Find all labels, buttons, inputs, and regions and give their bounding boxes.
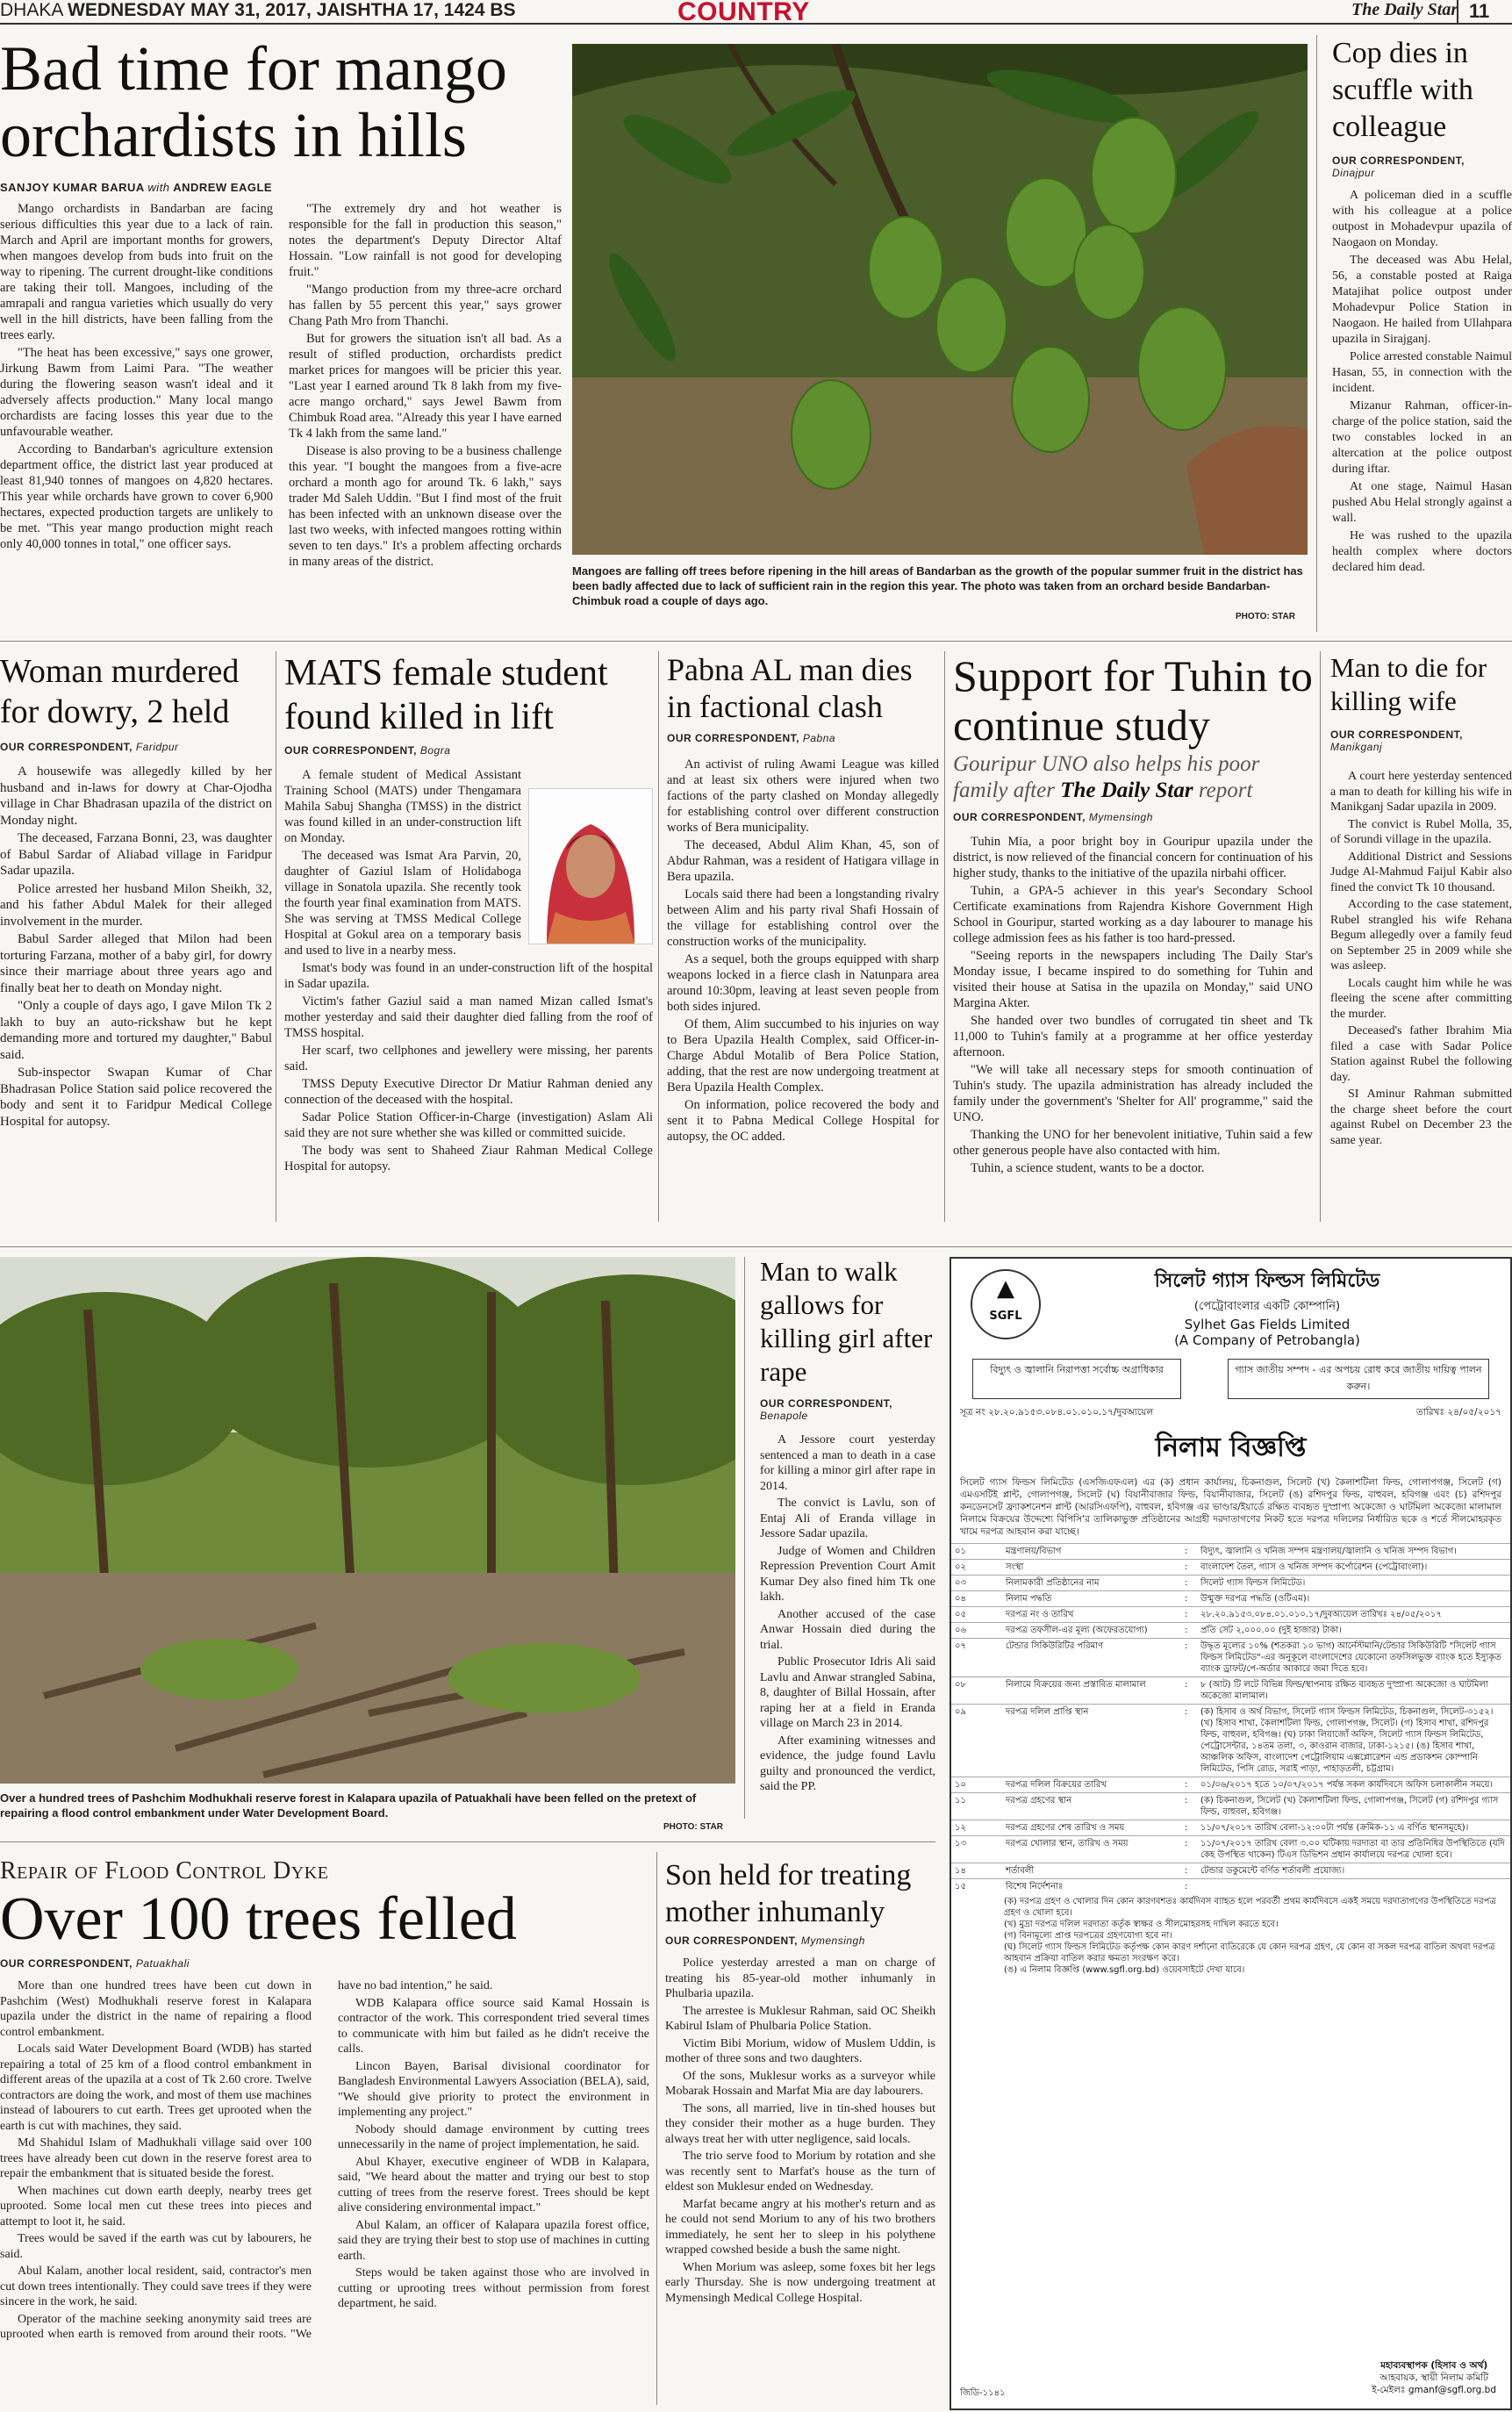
mango-caption: Mangoes are falling off trees before ripening in the hill areas of Bandarban as the growth of the popular summer fruit in the district has been badly affected due to lack of sufficient rain in the region this year. The photo was taken from an orchard beside Bandarban-Chimbuk road a couple of days ago. <box>572 564 1303 607</box>
section-rule <box>0 1841 935 1842</box>
pabna-body: An activist of ruling Awami League was killed and at least six others were injured when two factions of the party clashed on Monday allegedly for establishing control over different construction works of Bera municipality. The deceased, Abdul Alim Khan, 45, son of Abdur Rahman, was a resident of Hatigara village in Bera upazila. Locals said there had been a longstanding rivalry between Alim and his party rival Shafi Hossain of the village for establishing control over the construction works of the municipality. As a sequel, both the groups equipped with sharp weapons locked in a fierce clash in Natunpara area around 10:30pm, leaving at least seven people from both sides injured. Of them, Alim succumbed to his injuries on way to Bera Upazila Health Complex, said Officer-in-Charge Abdul Motalib of Bera Police Station, adding, that the rest are now undergoing treatment at Bera Upazila Health Complex. On information, police recovered the body and sent it to Pabna Medical College Hospital for autopsy, the OC added. <box>667 757 939 1144</box>
mango-story <box>0 35 562 647</box>
gallows-story <box>760 1255 935 1797</box>
ad-signature: মহাব্যবস্থাপক (হিসাব ও অর্থ) আহবায়ক, স্থায়ী নিলাম কমিটি ই-মেইলঃ gmanf@sgfl.org.bd <box>1372 2360 1496 2395</box>
mango-headline: Bad time for mango orchardists in hills <box>0 33 507 170</box>
gallows-body: A Jessore court yesterday sentenced a man to death in a case for killing a minor girl after rape in 2014. The convict is Lavlu, son of Entaj Ali of Eranda village in Jessore Sadar upazila. Judge of Women and Children Repression Prevention Court Amit Kumar Dey also fined him Tk one lakh. Another accused of the case Anwar Hossain died during the trial. Public Prosecutor Idris Ali said Lavlu and Anwar strangled Sabina, 8, daughter of Billal Hossain, after raping her at a field in Eranda village on March 23 in 2014. After examining witnesses and evidence, the judge found Lavlu guilty and pronounced the verdict, said the PP. <box>760 1433 935 1793</box>
forest-photo <box>0 1257 735 1784</box>
ad-table-row: ০৭ টেন্ডার সিকিউরিটির পরিমাণ : উদ্ধৃত মূল্যের ১০% (শতকরা ১০ ভাগ) আর্নেস্টমানি/টেন্ডার সিকিউরিটি "সিলেট গ্যাস ফিল্ডস লিমিটেড"-এর অনুকূলে বাংলাদেশের যেকোনো তফসিলভুক্ত ব্যাংক হতে ইস্যুকৃত ব্যাংক ড্রাফট/পে-অর্ডার আকারে জমা দিতে হবে। <box>951 1638 1510 1676</box>
tuhin-story <box>953 651 1313 1178</box>
trees-headline: Over 100 trees felled <box>0 1885 517 1953</box>
wife-body: A court here yesterday sentenced a man to death for killing his wife in Manikganj Sadar upazila in 2009. The convict is Rubel Molla, 35, of Sorundi village in the upazila. Additional District and Sessions Judge Al-Mahmud Faijul Kabir also fined the convict Tk 10 thousand. According to the case statement, Rubel strangled his wife Rehana Begum allegedly over a family feud on September 25 in 2009 while she was asleep. Locals caught him while he was fleeing the scene after committing the murder. Deceased's father Ibrahim Mia filed a case with Sadar Police Station against Rubel the following day. SI Aminur Rahman submitted the charge sheet before the court against Rubel on December 23 the same year. <box>1330 770 1512 1147</box>
ad-table-row: ০১ মন্ত্রণালয়/বিভাগ : বিদ্যুৎ, জ্বালানি ও খনিজ সম্পদ মন্ত্রণালয়/জ্বালানি ও খনিজ সম্পদ বিভাগ। <box>951 1543 1510 1559</box>
ad-table-row: ০৩ নিলামকারী প্রতিষ্ঠানের নাম : সিলেট গ্যাস ফিল্ডস লিমিটেড। <box>951 1575 1510 1590</box>
ad-intro: সিলেট গ্যাস ফিল্ডস লিমিটেড (এসজিএফএল) এর (ক) প্রধান কার্যালয়, চিকনাগুল, সিলেট (খ) কৈলাশটিলা ফিল্ড, গোলাপগঞ্জ, সিলেট (গ) এমএসটিই প্লান্ট, গোলাপগঞ্জ, সিলেট (ঘ) বিয়ানীবাজার ফিল্ড, বিয়ানীবাজার, সিলেট (ঙ) রশিদপুর ফিল্ড, বাহুবল, হবিগঞ্জ এবং (চ) রশিদপুর কনডেনসেট ফ্র্যাকশনেশন প্লান্ট (আরসিএফপি), বাহুবল, হবিগঞ্জ এর ভাণ্ডার/ইয়ার্ডে রক্ষিত ব্যবহৃত দুস্প্রাপ্য অকেজো ও ঘাটমিলা অকেজো মালামাল নিলামে বিক্রয়ের উদ্দেশ্যে বিপিসি'র তালিকাভুক্ত প্রতিষ্ঠানের আগ্রহী দরদাতাগণের নিকট হতে দরপত্র দলিলের নির্ধারিত ছকে ও শর্তে সীলমোহরকৃত খামে দরপত্র আহবান করা যাচ্ছে। <box>960 1477 1501 1537</box>
ad-table-row: ০৬ দরপত্র তফসীল-এর মূল্য (অফেরতযোগ্য) : প্রতি সেট ২,০০০.০০ (দুই হাজার) টাকা। <box>951 1622 1510 1638</box>
trees-byline: OUR CORRESPONDENT, Patuakhali <box>0 1957 190 1970</box>
cop-body: A policeman died in a scuffle with his colleague at a police outpost in Mohadevpur upazila of Naogaon on Monday. The deceased was Abu Helal, 56, a constable posted at Raiga Matajihat police outpost under Mohadevpur Police Station in Naogaon. He hailed from Ullahpara upazila in Sirajganj. Police arrested constable Naimul Hasan, 55, in connection with the incident. Mizanur Rahman, officer-in-charge of the police station, said the two constables locked in an altercation at the police outpost during iftar. At one stage, Naimul Hasan pushed Abu Helal strongly against a wall. He was rushed to the upazila health complex where doctors declared him dead. <box>1332 189 1512 574</box>
masthead-brand: The Daily Star <box>1351 0 1458 19</box>
column-rule <box>744 1257 745 1819</box>
ad-table-row: ১৪ শর্তাবলী : টেন্ডার ডকুমেন্টে বর্ণিত শর্তাবলী প্রযোজ্য। <box>951 1863 1510 1878</box>
cop-headline: Cop dies in scuffle with colleague <box>1332 37 1473 143</box>
cop-byline: OUR CORRESPONDENT, Dinajpur <box>1332 154 1465 179</box>
sgfl-flame-logo-icon: ▲ <box>997 1275 1014 1302</box>
tuhin-subhead: Gouripur UNO also helps his poor family after The Daily Star report <box>953 752 1260 802</box>
mats-story <box>284 651 653 1176</box>
victim-photo <box>528 788 653 944</box>
ad-table-row: ১৫ বিশেষ নির্দেশনাঃ : <box>951 1878 1510 1894</box>
dowry-body: A housewife was allegedly killed by her husband and in-laws for dowry at Char-Ojodha village in Char Bhadrasan upazila of the district on Monday night. The deceased, Farzana Bonni, 23, was daughter of Babul Sardar of Aliabad village in Faridpur Sadar upazila. Police arrested her husband Milon Sheikh, 32, and his father Abdul Malek for their alleged involvement in the murder. Babul Sarder alleged that Milon had been torturing Farzana, mother of a baby girl, for dowry since their marriage about three years ago and finally beat her to death on Monday night. "Only a couple of days ago, I gave Milon Tk 2 lakh to buy an auto-rickshaw but he kept demanding more and tortured my daughter," Babul said. Sub-inspector Swapan Kumar of Char Bhadrasan Police Station said police recovered the body and sent it to Faridpur Medical College Hospital for autopsy. <box>0 765 272 1129</box>
ad-table-row: ১১ দরপত্র গ্রহণের স্থান : (ক) চিকনাগুল, সিলেট (খ) কৈলাশটিলা ফিল্ড, গোলাপগঞ্জ, সিলেট (গ) রশিদপুর গ্যাস ফিল্ড, বাহুবল, হবিগঞ্জ। <box>951 1792 1510 1820</box>
tuhin-body: Tuhin Mia, a poor bright boy in Gouripur upazila under the district, is now relieved of the financial concern for continuation of his higher study, thanks to the initiative of the upazila nirbahi officer. Tuhin, a GPA-5 achiever in this year's Secondary School Certificate examinations from Rajendra Kishore Government High School in Gouripur, started working as a day labourer to manage his college admission fees as his father is too hard-pressed. "Seeing reports in the newspapers including The Daily Star's Monday issue, I became inspired to do something for Tuhin and visited their house at Satisa in the upazila on Monday," said UNO Margina Akter. She handed over two bundles of corrugated tin sheet and Tk 11,000 to Tuhin's family at a programme at her office yesterday afternoon. "We will take all necessary steps for smooth continuation of Tuhin's study. The upazila administration has already included the family under the government's 'Shelter for All' programme," said the UNO. Thanking the UNO for her benevolent initiative, Tuhin said a few other generous people have also contacted with him. Tuhin, a science student, wants to be a doctor. <box>953 835 1313 1175</box>
ad-title: নিলাম বিজ্ঞপ্তি <box>1155 1432 1307 1463</box>
forest-photo-illustration <box>0 1257 735 1784</box>
mats-byline: OUR CORRESPONDENT, Bogra <box>284 744 451 757</box>
mango-photo-illustration <box>572 44 1308 555</box>
column-rule <box>1316 35 1317 632</box>
victim-portrait <box>529 789 652 944</box>
ad-table-row: ০৫ দরপত্র নং ও তারিখ : ২৮.২০.৯১৫৩.০৮৪.০১.০১০.১৭/দুবঅ্যয়েল তারিখঃ ২৪/০৫/২০১৭ <box>951 1606 1510 1622</box>
header-dateline <box>0 0 516 21</box>
dowry-headline: Woman murdered for dowry, 2 held <box>0 653 240 730</box>
section-title: COUNTRY <box>677 0 810 26</box>
header-place: DHAKA <box>0 0 63 20</box>
pabna-headline: Pabna AL man dies in factional clash <box>667 652 913 724</box>
section-rule <box>0 641 1512 642</box>
pabna-story <box>667 651 939 1146</box>
ad-table-row: ০২ সংস্থা : বাংলাদেশ তৈল, গ্যাস ও খনিজ সম্পদ কর্পোরেশন (পেট্রোবাংলা)। <box>951 1559 1510 1575</box>
dowry-byline: OUR CORRESPONDENT, Faridpur <box>0 741 179 753</box>
mango-photo-credit: PHOTO: STAR <box>1236 612 1295 621</box>
forest-photo-credit: PHOTO: STAR <box>663 1822 723 1832</box>
column-rule <box>658 651 659 1222</box>
son-byline: OUR CORRESPONDENT, Mymensingh <box>665 1935 865 1947</box>
mango-photo <box>572 44 1308 555</box>
trees-body: More than one hundred trees have been cut down in Pashchim (West) Modhukhali reserve forest in Kalapara upazila under the district in the name of repairing a flood control embankment. Locals said Water Development Board (WDB) has started repairing a total of 25 km of a flood control embankment in different areas of the upazila at a cost of Tk 2.60 crore. Twelve contractors are doing the work, and most of them use machines instead of labourers to cut earth. Trees get uprooted when the earth is cut with machines, they said. Md Shahidul Islam of Madhukhali village said over 100 trees have already been cut down in the reserve forest area to repair the embankment that is situated beside the forest. When machines cut down earth deeply, nearby trees get uprooted. Some local men cut these trees into pieces and attempt to loot it, he said. Trees would be saved if the earth was cut by labourers, he said. Abul Kalam, another local resident, said, contractor's men cut down trees intentionally. They could save trees if they were sincere in the work, he said. Operator of the machine seeking anonymity said trees are uprooted when earth is removed from around their roots. "We have no bad intention," he said. WDB Kalapara office source said Kamal Hossain is contractor of the work. This correspondent tried several times to communicate with him but failed as he didn't receive the calls. Lincon Bayen, Barisal divisional coordinator for Bangladesh Environmental Lawyers Association (BELA), said, "We should give priority to protect the environment in implementing any project." Nobody should damage environment by cutting trees unnecessarily in the name of project implementation, he said. Abul Khayer, executive engineer of WDB in Kalapara, said, "We heard about the matter and trying our best to stop cutting of trees from the reserve forest. Trees should be kept alive considering environmental impact." Abul Kalam, an officer of Kalapara upazila forest office, said they are trying their best to stop use of machines in cutting earth. Steps would be taken against those who are involved in cutting or uprooting trees without permission from forest department, he said. <box>0 1979 649 2341</box>
auction-notice-ad <box>949 1257 1512 2410</box>
tuhin-byline: OUR CORRESPONDENT, Mymensingh <box>953 811 1153 823</box>
ad-table-row: ০৮ নিলামে বিক্রয়ের জন্য প্রস্তাবিত মালামাল : ৮ (আট) টি লটে বিভিন্ন ফিল্ড/স্থাপনায় রক্ষিত ব্যবহৃত দুস্প্রাপ্য অকেজো ও ঘাটমিলা অকেজো মালামাল। <box>951 1676 1510 1704</box>
cop-story <box>1332 35 1512 578</box>
column-rule <box>656 1852 657 2405</box>
ad-notes: (ক) দরপত্র গ্রহণ ও খোলার দিন কোন কারণবশতঃ কার্যদিবস ব্যাহত হলে পরবর্তী প্রথম কার্যদিবসে একই সময়ে দরদাতাগণের উপস্থিতিতে দরপত্র গ্রহণ ও খোলা হবে। (খ) মুদ্রা দরপত্র দলিল দরদাতা কর্তৃক স্বাক্ষর ও সীলমোহরসহ দাখিল করতে হবে। (গ) বিনামূল্যে প্রাপ্ত দরপত্রের গ্রহণযোগ্য হবে না। (ঘ) সিলেট গ্যাস ফিল্ডস লিমিটেড কর্তৃপক্ষ কোন কারণ দর্শানো ব্যতিরেকে যে কোন দরপত্র গ্রহণ, যে কোন বা সকল দরপত্র বাতিল অথবা দরপত্র আহবান প্রক্রিয়া বাতিল করার ক্ষমতা সংরক্ষণ করে। (ঙ) এ নিলাম বিজ্ঞপ্তি (www.sgfl.org.bd) ওয়েবসাইটে দেখা যাবে। <box>1004 1897 1496 1975</box>
section-rule <box>0 1246 1512 1247</box>
page-header <box>0 0 1512 25</box>
ad-table-row: ১০ দরপত্র দলিল বিক্রয়ের তারিখ : ০১/০৬/২০১৭ হতে ১০/০৭/২০১৭ পর্যন্ত সকল কার্যদিবসে অফিস চলাকালীন সময়ে। <box>951 1777 1510 1792</box>
mango-byline: SANJOY KUMAR BARUA with ANDREW EAGLE <box>0 181 273 194</box>
mats-body: A female student of Medical Assistant Training School (MATS) under Thengamara Mahila Sabuj Shangha (TMSS) in the district was found killed in an under-construction lift on Monday. The deceased was Ismat Ara Parvin, 20, daughter of Gaziul Islam of Holidaboga village in Sonatola upazila. She recently took the fourth year final examination from MATS. She was serving at TMSS Medical College Hospital at Gokul area on a temporary basis and used to live in a nearby mess. Ismat's body was found in an under-construction lift of the hospital in Sadar upazila. Victim's father Gaziul said a man named Mizan called Ismat's mother yesterday and said their daughter died falling from the roof of TMSS hospital. Her scarf, two cellphones and jewellery were missing, her parents said. TMSS Deputy Executive Director Dr Matiur Rahman denied any connection of the deceased with the hospital. Sadar Police Station Officer-in-Charge (investigation) Aslam Ali said they are not sure whether she was killed or committed suicide. The body was sent to Shaheed Ziaur Rahman Medical College Hospital for autopsy. <box>284 768 653 1174</box>
trees-kicker: Repair of Flood Control Dyke <box>0 1857 329 1884</box>
header-date: WEDNESDAY MAY 31, 2017, JAISHTHA 17, 1424 BS <box>68 0 516 20</box>
column-rule <box>1320 651 1321 1222</box>
dowry-story <box>0 651 272 1131</box>
trees-story <box>0 1857 649 2408</box>
ad-table-row: ০৪ নিলাম পদ্ধতি : উন্মুক্ত দরপত্র পদ্ধতি (ওটিএম)। <box>951 1590 1510 1606</box>
wife-byline: OUR CORRESPONDENT, Manikganj <box>1330 729 1464 753</box>
ad-company: সিলেট গ্যাস ফিল্ডস লিমিটেড (পেট্রোবাংলার একটি কোম্পানি) Sylhet Gas Fields Limited (A Company of Petrobangla) <box>1154 1270 1380 1348</box>
mango-body: Mango orchardists in Bandarban are facing serious difficulties this year due to a lack of rain. March and April are important months for growers, when mangoes develop from buds into fruit on the way to ripening. The current drought-like conditions are taking their toll. Mangoes, including of the amrapali and rangua varieties which usually do very well in the hill districts, have been falling from the trees early. "The heat has been excessive," says one grower, Jirkung Bawm from Laimi Para. "The weather during the flowering season wasn't ideal and it adversely affects production." Many local mango orchardists are facing losses this year due to the unfavourable weather. According to Bandarban's agriculture extension department office, the district last year produced at least 81,940 tonnes of mangoes on 4,820 hectares. This year while orchards have grown to cover 6,900 hectares, expected production targets are unlikely to be met. "This year mango production might reach only 40,000 tonnes in total," one officer says. "The extremely dry and hot weather is responsible for the fall in production this season," notes the department's Deputy Director Altaf Hossain. "Low rainfall is not good for developing fruit." "Mango production from my three-acre orchard has fallen by 55 percent this year," says grower Chang Path Mro from Thanchi. But for growers the situation isn't all bad. As a result of stifled production, orchardists predict market prices for mangoes will be pricier this year. "Last year I earned around Tk 8 lakh from my five-acre mango orchard," says Jewel Bawm from Chimbuk Road area. "Already this year I have earned Tk 4 lakh from the same land." Disease is also proving to be a business challenge this year. "I bought the mangoes from a five-acre orchard a month ago for around Tk. 6 lakh," says trader Md Saleh Uddin. "But I find most of the fruit has been infected with an unknown disease over the last two weeks, with infected mangoes rotting within seven to ten days." It's a problem affecting orchards in many areas of the district. <box>0 202 562 569</box>
ad-header <box>951 1259 1510 1355</box>
ad-table <box>951 1543 1510 1894</box>
page-number: 11 <box>1457 0 1489 23</box>
ad-memo: সূত্র নং ২৮.২০.৯১৫৩.০৮৪.০১.০১০.১৭/দুবঅ্যয়েল তারিখঃ ২৪/০৫/২০১৭ <box>960 1407 1501 1418</box>
son-body: Police yesterday arrested a man on charge of treating his 85-year-old mother inhumanly in Phulbaria upazila. The arrestee is Muklesur Rahman, said OC Sheikh Kabirul Islam of Phulbaria Police Station. Victim Bibi Morium, widow of Muslem Uddin, is mother of three sons and two daughters. Of the sons, Muklesur works as a surveyor while Mobarak Hossain and Marfat Mia are day labourers. The sons, all married, live in tin-shed houses but they consider their mother as a huge burden. They always treat her with utter negligence, said locals. The trio serve food to Morium by rotation and she was recently sent to Marfat's house as the turn of eldest son Muklesur ended on Wednesday. Marfat became angry at his mother's return and as he could not send Morium to any of his two brothers immediately, he sent her to sleep in his polythene wrapped cowshed beside a bush the same night. When Morium was asleep, some foxes bit her legs early Thursday. She is now undergoing treatment at Mymensingh Medical College Hospital. <box>665 1956 935 2305</box>
ad-table-row: ০৯ দরপত্র দলিল প্রাপ্তি স্থান : (ক) হিসাব ও অর্থ বিভাগ, সিলেট গ্যাস ফিল্ডস লিমিটেড, চিকনাগুল, সিলেট-৩১৫২। (খ) হিসাব শাখা, কৈলাশটিলা ফিল্ড, গোলাপগঞ্জ, সিলেট। (গ) হিসাব শাখা, রশিদপুর ফিল্ড, বাহুবল, হবিগঞ্জ। (ঘ) ঢাকা লিয়াজোঁ অফিস, সিলেট গ্যাস ফিল্ডস লিমিটেড, পেট্রোসেন্টার, ১৪তম তলা, ৩, কাওরান বাজার, ঢাকা-১২১৫। (ঙ) হিসাব শাখা, আঞ্চলিক অফিস, বাংলাদেশ পেট্রোলিয়াম এক্সপ্লোরেশন এন্ড প্রডাকশন কোম্পানি লিমিটেড, পিসি রোড, সরাই পাড়া, পাহাড়তলী, চট্টগ্রাম। <box>951 1704 1510 1777</box>
forest-caption: Over a hundred trees of Pashchim Modhukhali reserve forest in Kalapara upazila of Patuakhali have been felled on the pretext of repairing a flood control embankment under Water Development Board. <box>0 1791 697 1820</box>
ad-code: জিডি-১১৪১ <box>960 2388 1006 2398</box>
tuhin-headline: Support for Tuhin to continue study <box>953 651 1313 750</box>
sgfl-logo: ▲ SGFL <box>971 1269 1041 1339</box>
ad-slogans: বিদ্যুৎ ও জ্বালানি নিরাপত্তা সর্বোচ্চ অগ্রাধিকার গ্যাস জাতীয় সম্পদ - এর অপচয় রোধ করে জাতীয় দায়িত্ব পালন করুন। <box>951 1359 1510 1399</box>
gallows-byline: OUR CORRESPONDENT, Benapole <box>760 1397 893 1422</box>
son-story <box>665 1857 935 2308</box>
ad-table-row: ১৩ দরপত্র খোলার স্থান, তারিখ ও সময় : ১১/০৭/২০১৭ তারিখ বেলা ৩.০০ ঘটিকায় দরদাতা বা তার প্রতিনিধির উপস্থিতিতে (যদি কেহ উপস্থিত থাকেন) টিএস ডিভিশন প্রধান কার্যালয়ে দরপত্র খোলা হবে। <box>951 1835 1510 1863</box>
gallows-headline: Man to walk gallows for killing girl after rape <box>760 1256 933 1387</box>
wife-headline: Man to die for killing wife <box>1330 652 1487 716</box>
son-headline: Son held for treating mother inhumanly <box>665 1859 912 1928</box>
pabna-byline: OUR CORRESPONDENT, Pabna <box>667 732 836 744</box>
column-rule <box>944 651 945 1222</box>
mats-headline: MATS female student found killed in lift <box>284 653 608 737</box>
ad-table-row: ১২ দরপত্র গ্রহণের শেষ তারিখ ও সময় : ১১/০৭/২০১৭ তারিখ বেলা-১২:০০টা পর্যন্ত (ক্রমিক-১১ এ বর্ণিত স্থানসমূহে)। <box>951 1820 1510 1835</box>
wife-story <box>1330 651 1512 1150</box>
